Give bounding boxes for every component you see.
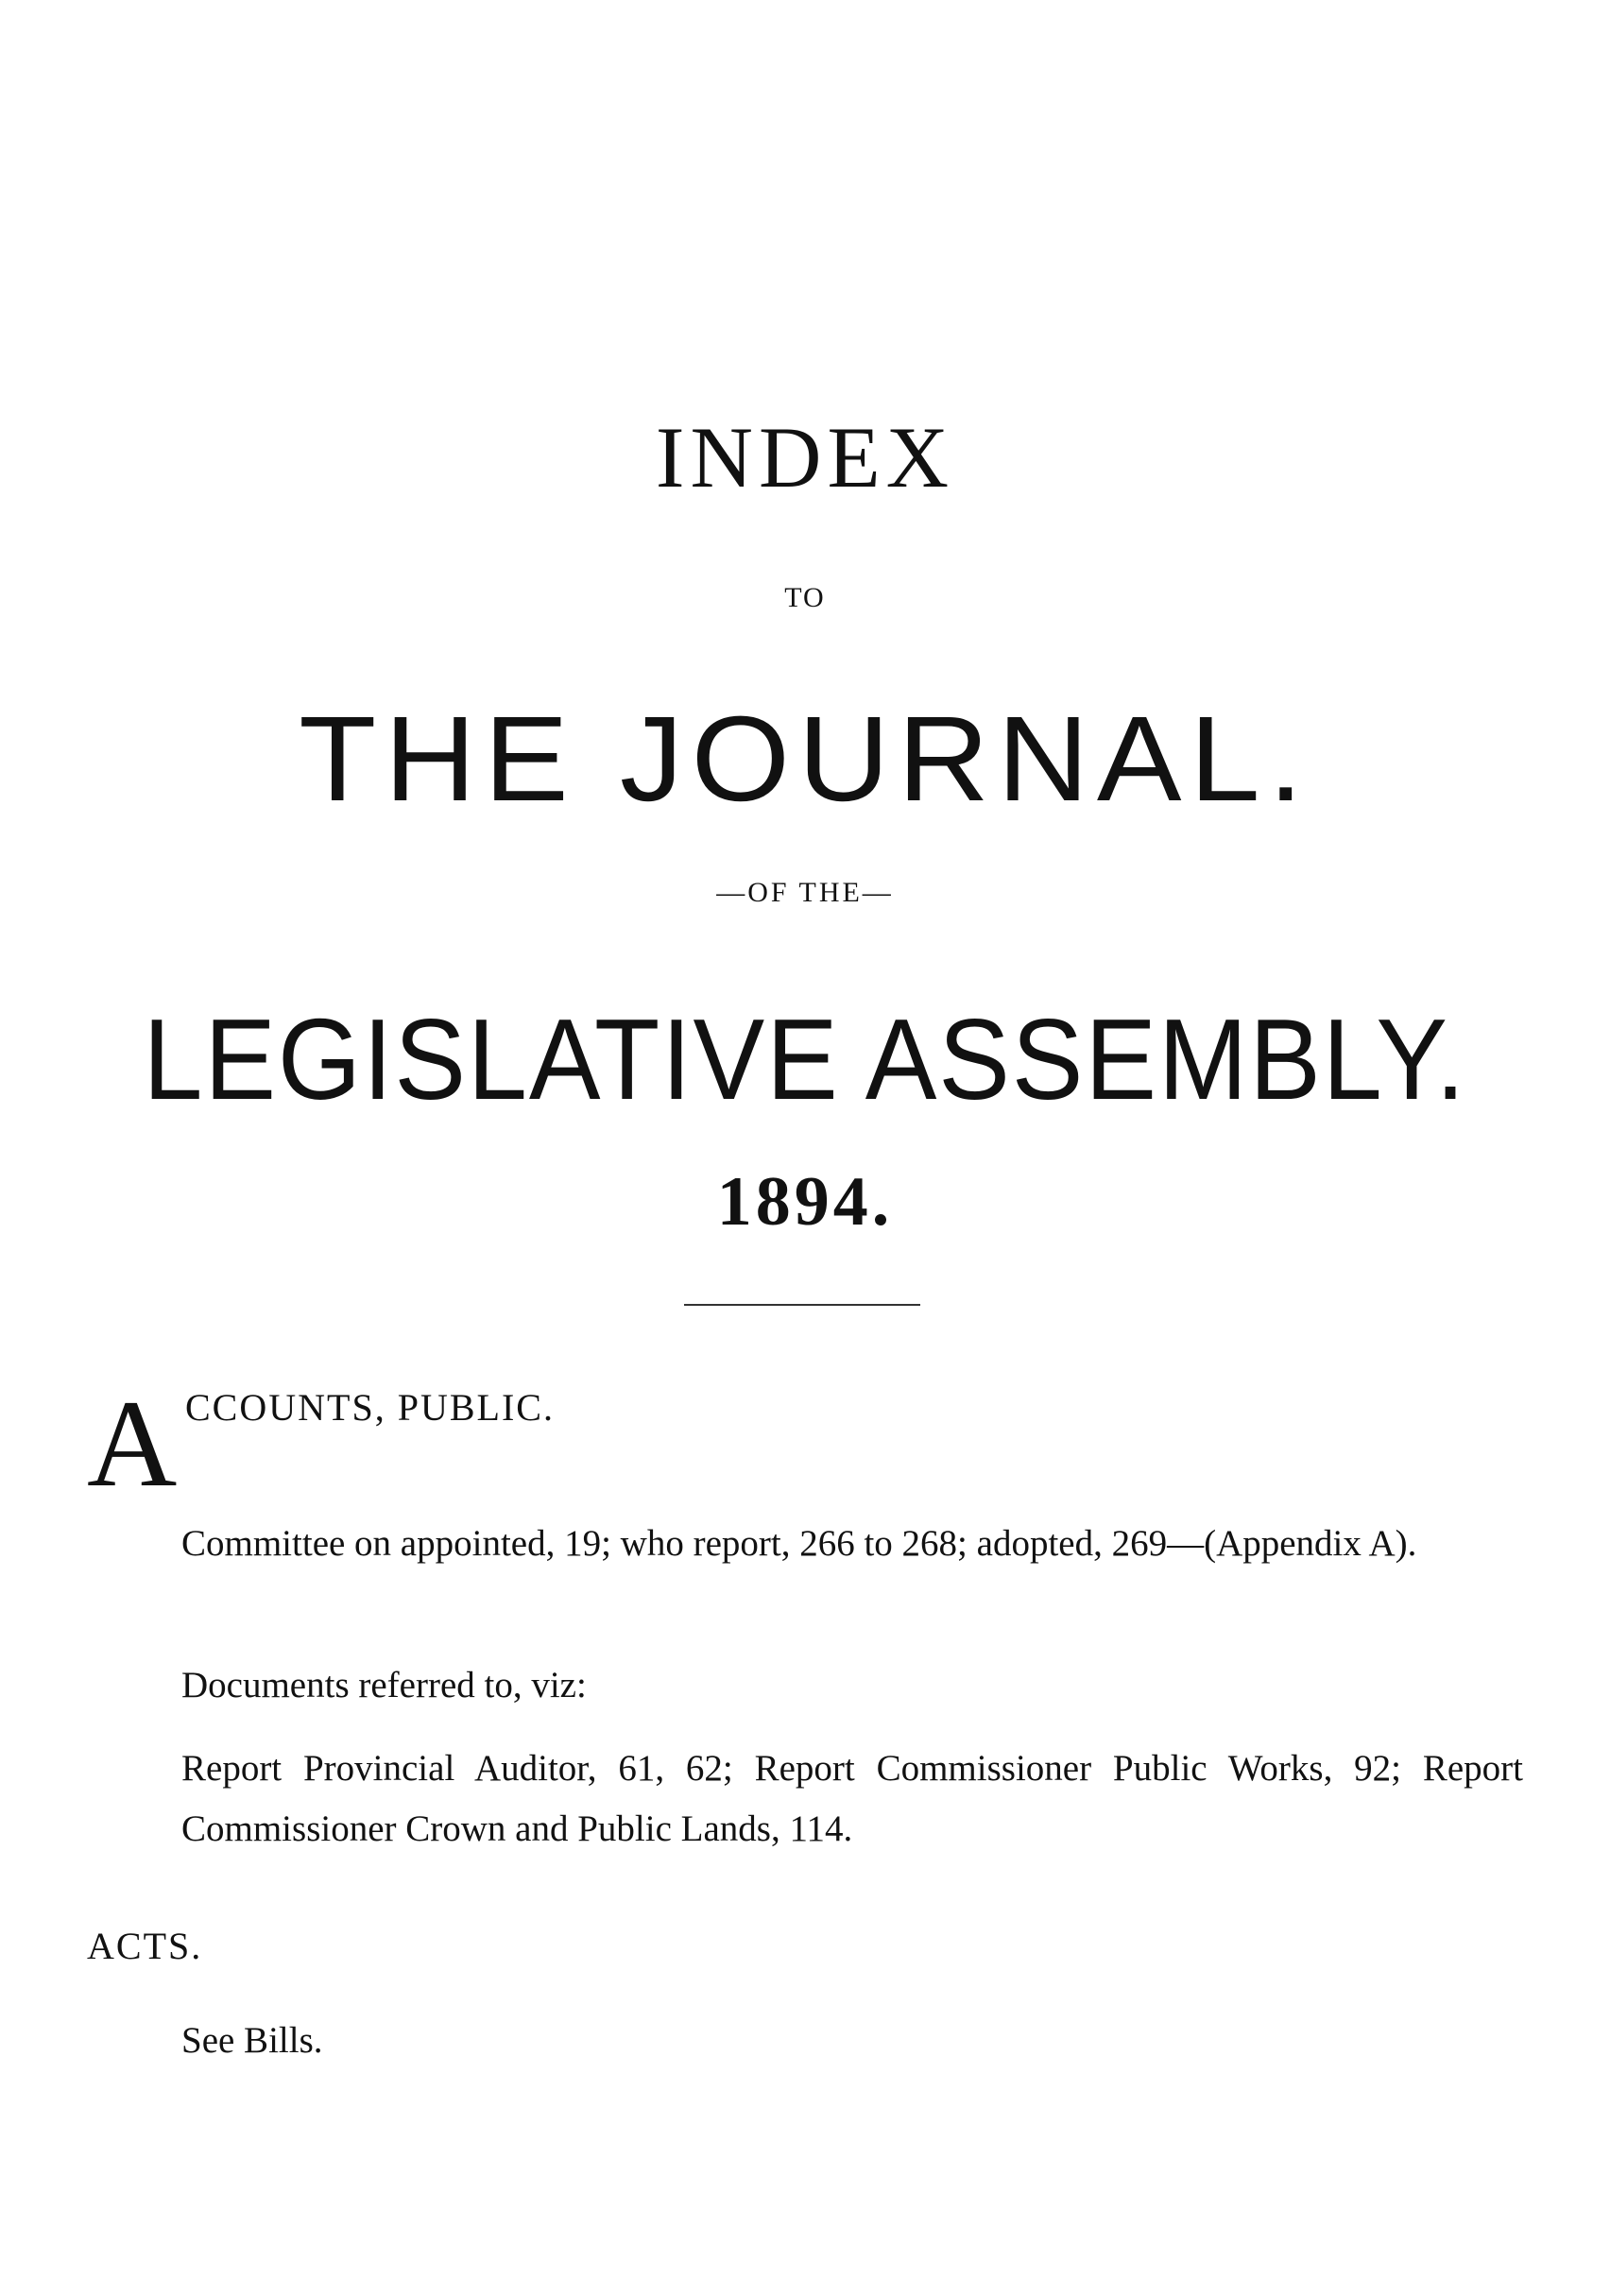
- index-entry: Report Provincial Auditor, 61, 62; Report Commissioner Public Works, 92; Report Commissioner Crown and Public Lands, 114.: [181, 1748, 1523, 1849]
- index-entry: Documents referred to, viz:: [181, 1665, 587, 1705]
- index-entry: Committee on appointed, 19; who report, 266 to 268; adopted, 269—(Appendix A).: [181, 1523, 1417, 1564]
- title-journal: THE JOURNAL.: [299, 692, 1311, 827]
- title-of-the: —OF THE—: [716, 877, 894, 908]
- title-legislative-assembly: LEGISLATIVE ASSEMBLY.: [143, 995, 1467, 1123]
- title-to: TO: [784, 582, 826, 613]
- section-heading-acts: ACTS.: [87, 1925, 203, 1967]
- title-year: 1894.: [716, 1163, 894, 1241]
- title-rule: [684, 1304, 920, 1306]
- title-index: INDEX: [655, 409, 955, 505]
- index-entry: See Bills.: [181, 2020, 323, 2061]
- drop-cap: A: [87, 1374, 178, 1513]
- section-heading-accounts: CCOUNTS, PUBLIC.: [185, 1386, 555, 1429]
